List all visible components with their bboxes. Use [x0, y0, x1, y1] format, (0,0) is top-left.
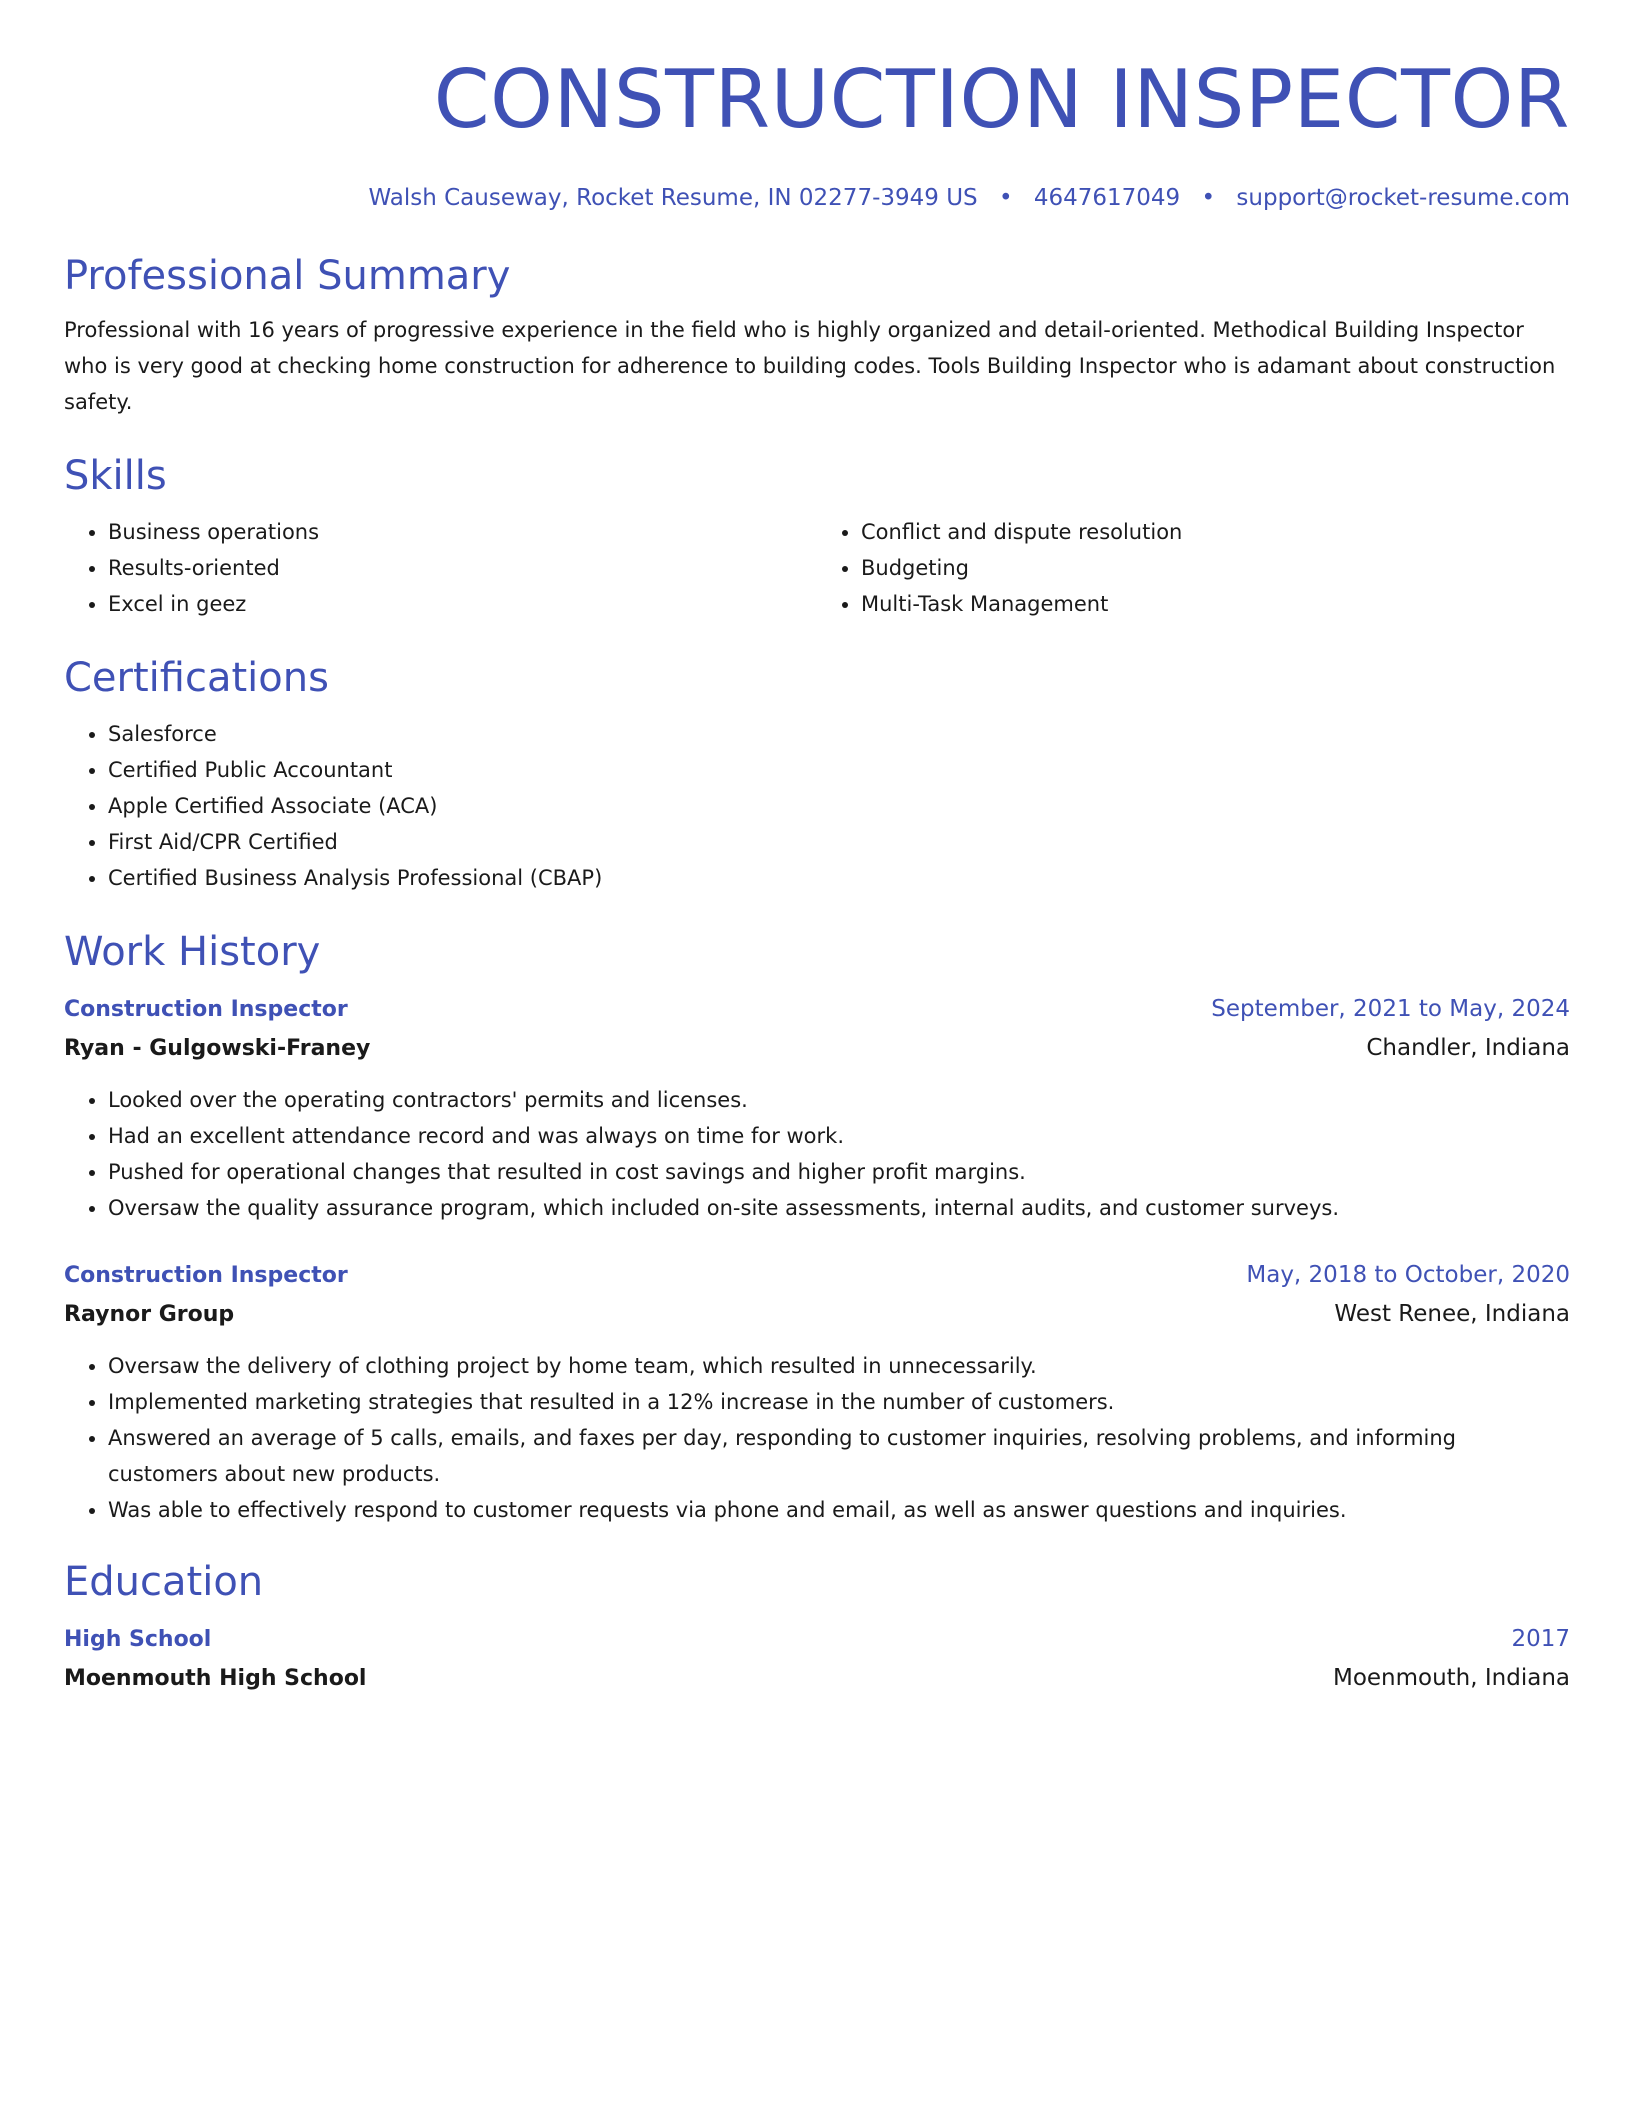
skill-item: • Budgeting — [861, 550, 1570, 586]
job-duty: • Pushed for operational changes that resulted in cost savings and higher profit margins. — [108, 1154, 1570, 1190]
job-entry — [64, 990, 1570, 1226]
skills-column-right — [817, 514, 1570, 622]
education-degree: High School — [64, 1627, 212, 1652]
job-title: Construction Inspector — [64, 1263, 348, 1288]
job-employer: Raynor Group — [64, 1302, 235, 1327]
job-dates: May, 2018 to October, 2020 — [1246, 1262, 1570, 1288]
certifications-list — [64, 716, 1570, 896]
contact-line — [64, 180, 1570, 216]
contact-email[interactable]: support@rocket-resume.com — [1236, 185, 1570, 211]
job-dates: September, 2021 to May, 2024 — [1211, 996, 1570, 1022]
certification-item: • First Aid/CPR Certified — [108, 824, 1570, 860]
job-header-row — [64, 1256, 1570, 1295]
job-duty: • Had an excellent attendance record and was always on time for work. — [108, 1118, 1570, 1154]
education-entry — [64, 1620, 1570, 1698]
job-duty: • Oversaw the delivery of clothing project by home team, which resulted in unnecessarily. — [108, 1348, 1570, 1384]
contact-separator: • — [998, 185, 1013, 211]
education-year: 2017 — [1511, 1626, 1570, 1652]
job-duties-list — [64, 1082, 1570, 1226]
job-employer-row — [64, 1295, 1570, 1334]
work-history-heading: Work History — [64, 929, 321, 975]
skills-list — [64, 514, 1570, 622]
contact-separator: • — [1201, 185, 1216, 211]
job-duties-list — [64, 1348, 1570, 1528]
contact-address: Walsh Causeway, Rocket Resume, IN 02277-3949 US — [368, 185, 978, 211]
summary-text: Professional with 16 years of progressive experience in the field who is highly organized and detail-oriented. Methodical Building Inspector who is very good at checking home construction for adherence to building codes. Tools Building Inspector who is adamant about construction safety. — [64, 318, 1556, 414]
education-heading: Education — [64, 1559, 264, 1605]
skill-item: • Conflict and dispute resolution — [861, 514, 1570, 550]
job-duty: • Answered an average of 5 calls, emails, and faxes per day, responding to customer inquiries, resolving problems, and informing customers about new products. — [108, 1420, 1570, 1492]
skill-item: • Multi-Task Management — [861, 586, 1570, 622]
certification-item: • Certified Business Analysis Professional (CBAP) — [108, 860, 1570, 896]
certification-item: • Certified Public Accountant — [108, 752, 1570, 788]
skill-item: • Business operations — [108, 514, 817, 550]
job-title: Construction Inspector — [64, 997, 348, 1022]
job-duty: • Oversaw the quality assurance program, which included on-site assessments, internal audits, and customer surveys. — [108, 1190, 1570, 1226]
education-header-row — [64, 1620, 1570, 1659]
certification-item: • Salesforce — [108, 716, 1570, 752]
skills-heading: Skills — [64, 453, 167, 499]
education-school-row — [64, 1659, 1570, 1698]
skill-item: • Results-oriented — [108, 550, 817, 586]
job-duty: • Implemented marketing strategies that resulted in a 12% increase in the number of customers. — [108, 1384, 1570, 1420]
job-entry — [64, 1256, 1570, 1528]
job-location: Chandler, Indiana — [1366, 1035, 1570, 1061]
job-duty: • Was able to effectively respond to customer requests via phone and email, as well as answer questions and inquiries. — [108, 1492, 1570, 1528]
candidate-title: CONSTRUCTION INSPECTOR — [433, 53, 1570, 146]
job-employer: Ryan - Gulgowski-Franey — [64, 1036, 371, 1061]
certification-item: • Apple Certified Associate (ACA) — [108, 788, 1570, 824]
education-school: Moenmouth High School — [64, 1666, 367, 1691]
certifications-heading: Certifications — [64, 655, 329, 701]
skills-column-left — [64, 514, 817, 622]
job-duty: • Looked over the operating contractors' permits and licenses. — [108, 1082, 1570, 1118]
job-header-row — [64, 990, 1570, 1029]
job-employer-row — [64, 1029, 1570, 1068]
education-location: Moenmouth, Indiana — [1332, 1665, 1570, 1691]
skill-item: • Excel in geez — [108, 586, 817, 622]
summary-heading: Professional Summary — [64, 253, 511, 299]
contact-phone: 4647617049 — [1033, 185, 1181, 211]
job-location: West Renee, Indiana — [1334, 1301, 1570, 1327]
